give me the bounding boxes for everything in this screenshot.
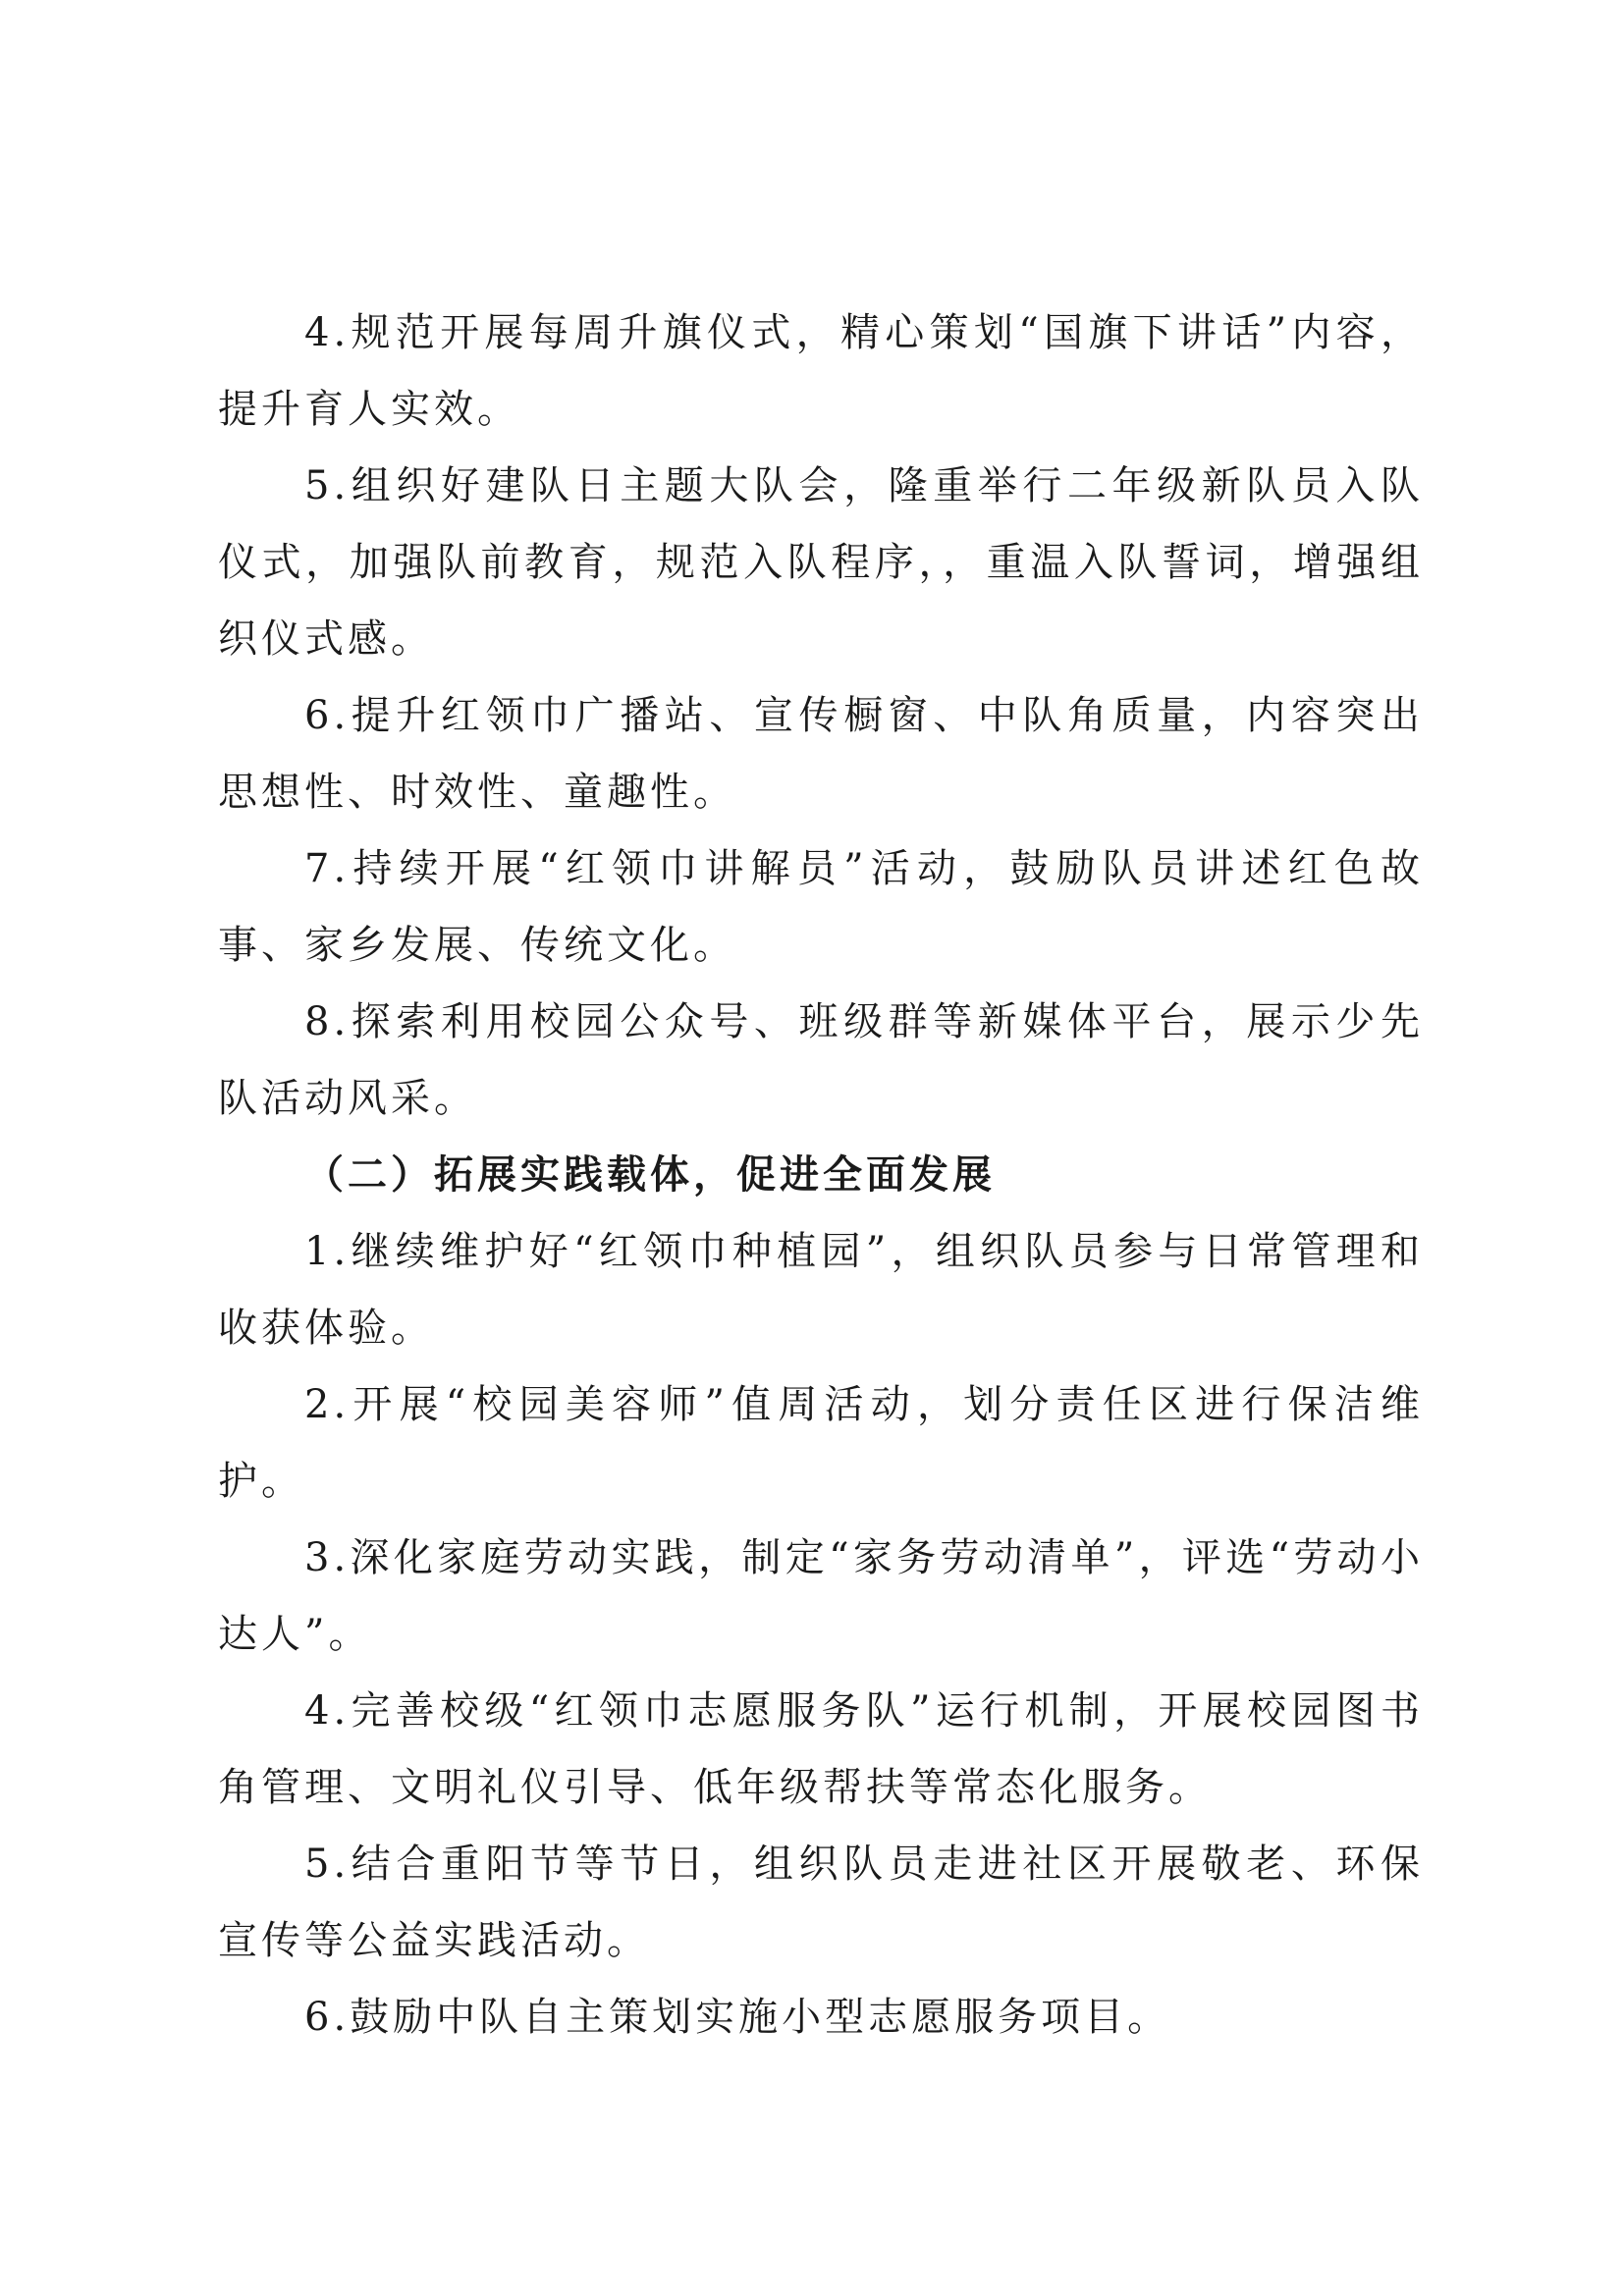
- paragraph-planting-garden: 1.继续维护好“红领巾种植园”，组织队员参与日常管理和收获体验。: [218, 1229, 1424, 1351]
- paragraph-team-day: 5.组织好建队日主题大队会，隆重举行二年级新队员入队仪式，加强队前教育，规范入队程序，，重温入队誓词，增强组织仪式感。: [218, 463, 1424, 662]
- paragraph-volunteer-team: 4.完善校级“红领巾志愿服务队”运行机制，开展校园图书角管理、文明礼仪引导、低年级帮扶等常态化服务。: [218, 1688, 1424, 1810]
- paragraph-household-labor: 3.深化家庭劳动实践，制定“家务劳动清单”，评选“劳动小达人”。: [218, 1535, 1424, 1657]
- paragraph-broadcast-station: 6.提升红领巾广播站、宣传橱窗、中队角质量，内容突出思想性、时效性、童趣性。: [218, 693, 1424, 815]
- section-heading: （二）拓展实践载体，促进全面发展: [304, 1151, 996, 1198]
- paragraph-small-projects: 6.鼓励中队自主策划实施小型志愿服务项目。: [304, 1995, 1171, 2040]
- paragraph-community-service: 5.结合重阳节等节日，组织队员走进社区开展敬老、环保宣传等公益实践活动。: [218, 1842, 1424, 1963]
- paragraph-campus-cleaner: 2.开展“校园美容师”值周活动，划分责任区进行保洁维护。: [218, 1382, 1424, 1504]
- paragraph-flag-ceremony: 4.规范开展每周升旗仪式，精心策划“国旗下讲话”内容，提升育人实效。: [218, 310, 1424, 432]
- document-body: [218, 294, 1424, 2056]
- paragraph-new-media: 8.探索利用校园公众号、班级群等新媒体平台，展示少先队活动风采。: [218, 999, 1424, 1121]
- paragraph-guide-activity: 7.持续开展“红领巾讲解员”活动，鼓励队员讲述红色故事、家乡发展、传统文化。: [218, 846, 1424, 968]
